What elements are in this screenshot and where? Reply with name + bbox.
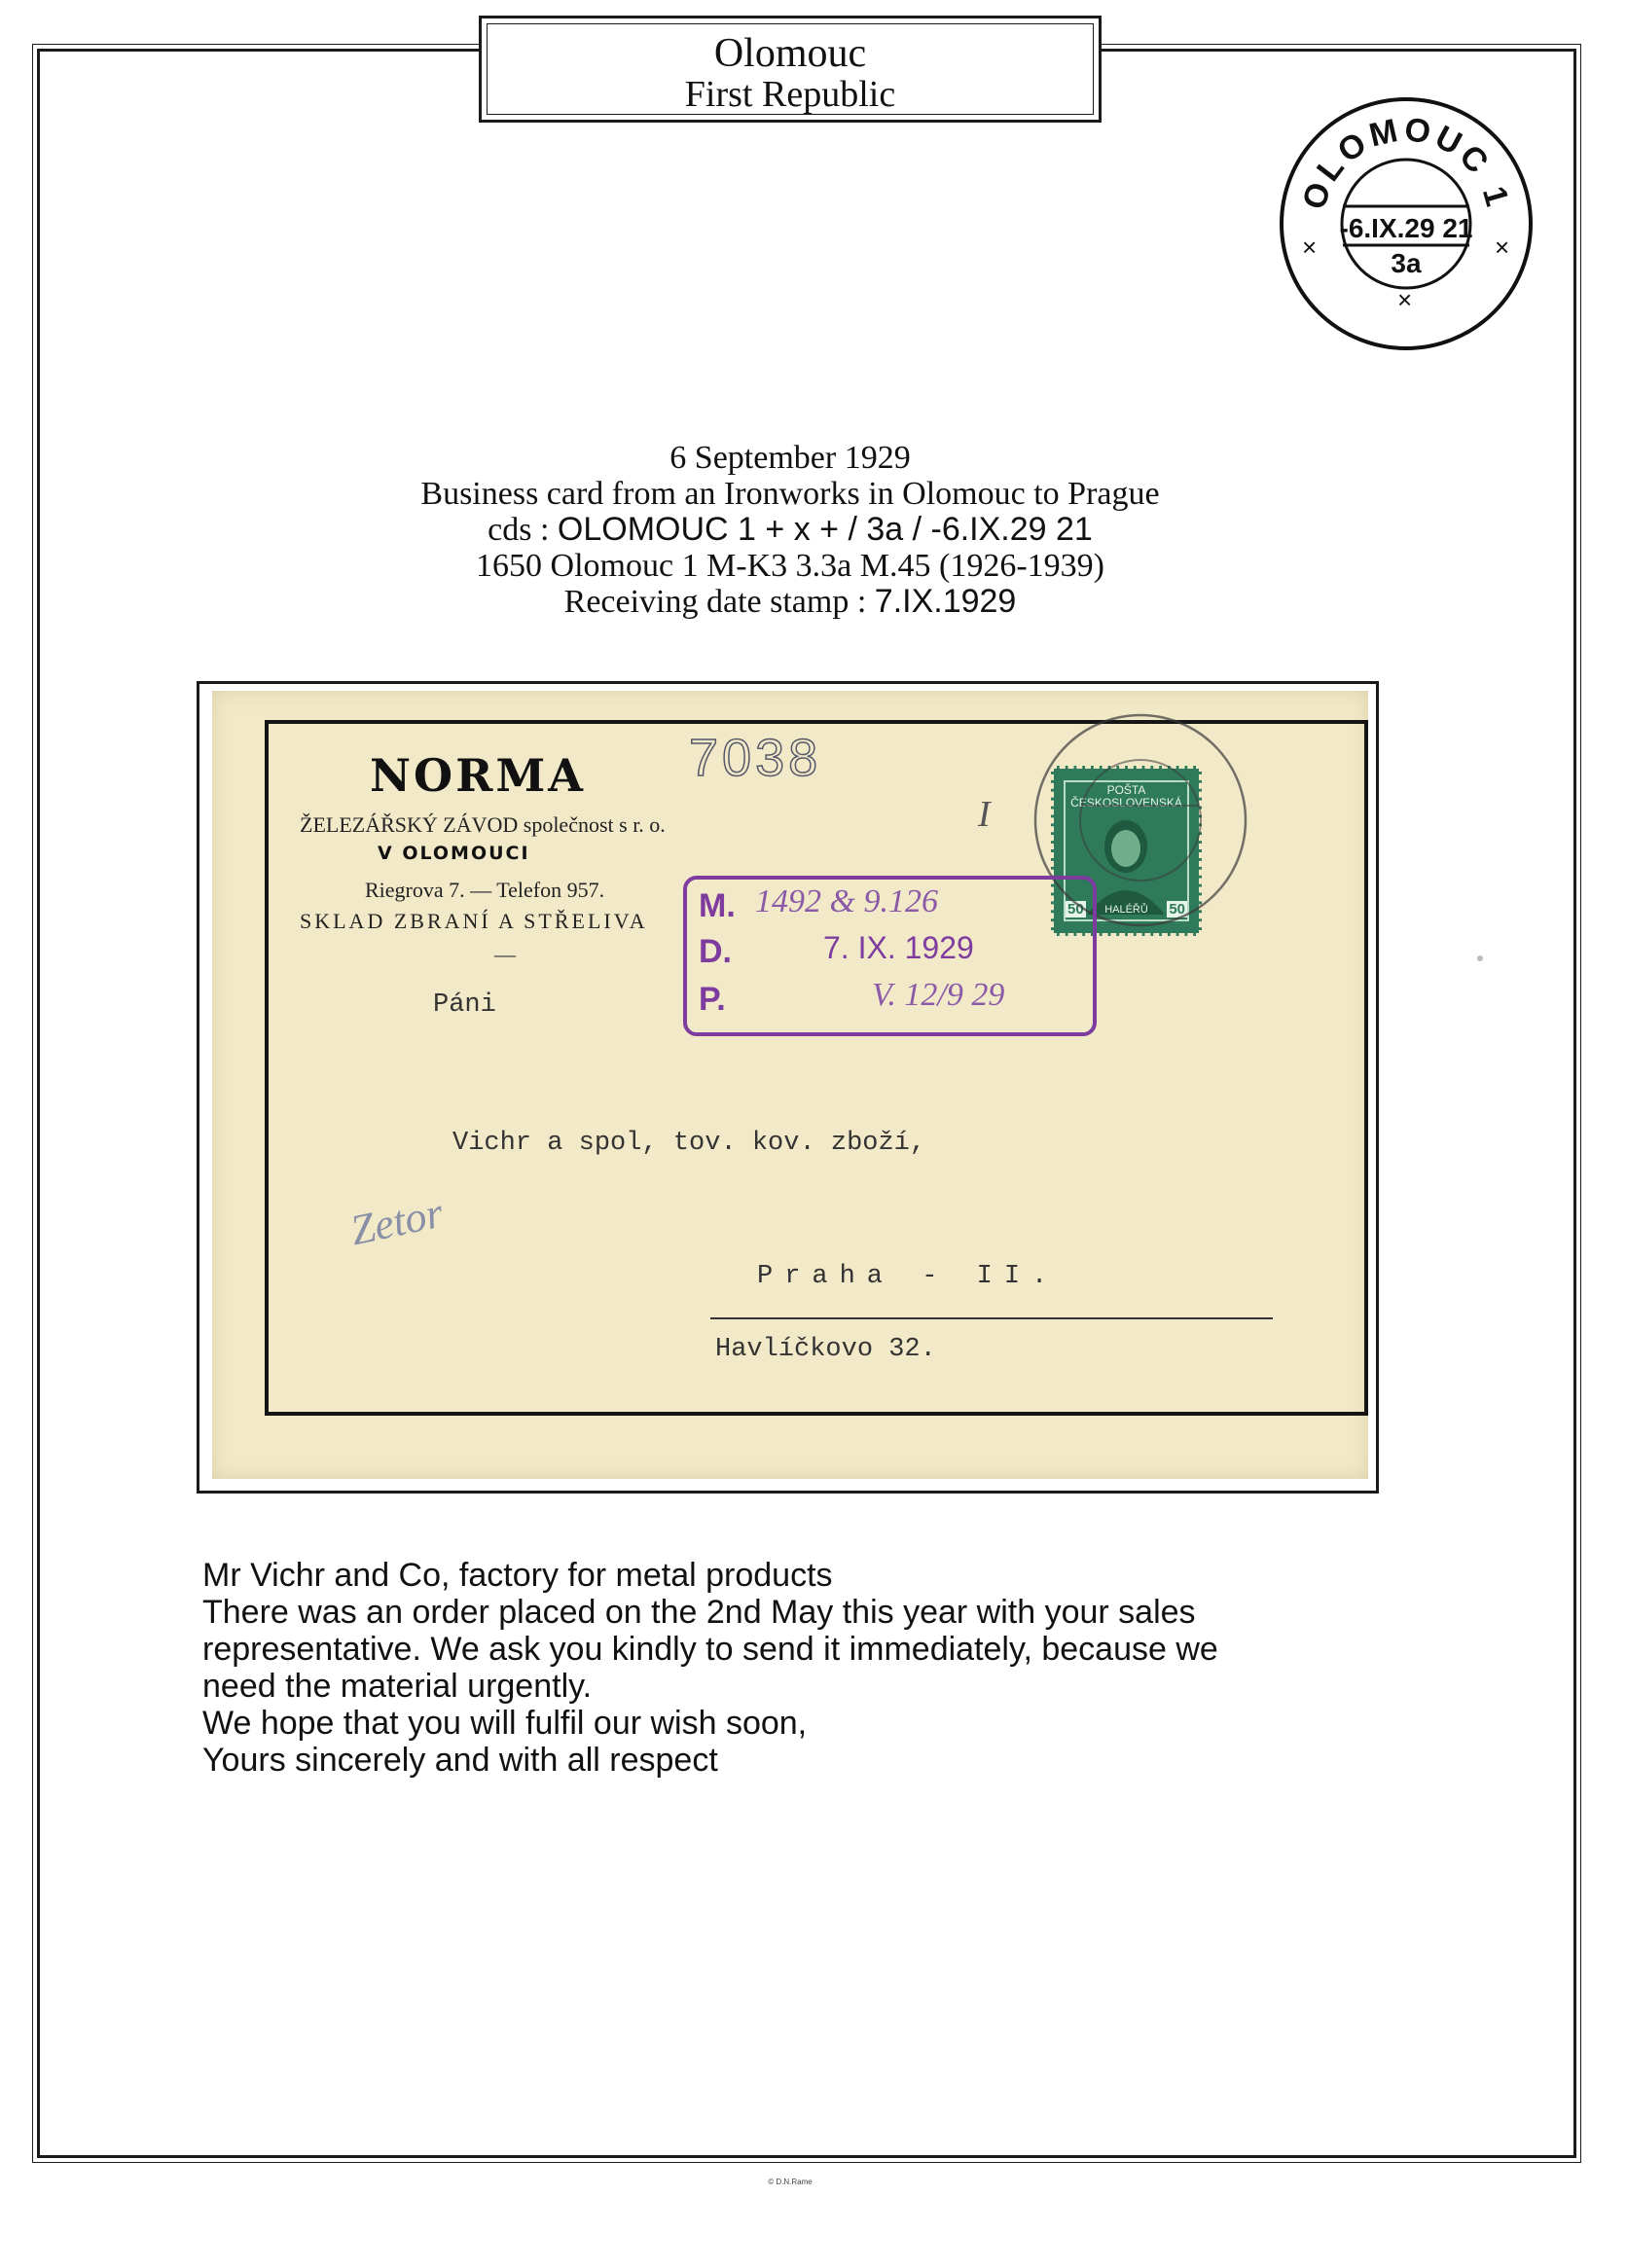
translation-line-6: Yours sincerely and with all respect (202, 1742, 718, 1779)
firm-name: NORMA (370, 749, 586, 802)
firm-line-3: Riegrova 7. — Telefon 957. (365, 878, 605, 902)
firm-line-1: ŽELEZÁŘSKÝ ZÁVOD společnost s r. o. (300, 812, 666, 837)
stamp-value-left: 50 (1067, 901, 1084, 918)
page-title: Olomouc (713, 31, 867, 76)
receipt-m-value: 1492 & 9.126 (755, 883, 938, 919)
stamp-currency: HALÉŘŮ (1104, 904, 1148, 916)
translation-line-5: We hope that you will fulfil our wish soon, (202, 1705, 808, 1742)
addressee-line-1: Vichr a spol, tov. kov. zboží, (452, 1129, 926, 1158)
receiving-value: 7.IX.1929 (874, 583, 1017, 620)
addressee-line-3: Havlíčkovo 32. (715, 1335, 936, 1364)
firm-line-2: V OLOMOUCI (378, 843, 530, 864)
item-description (0, 440, 1580, 620)
title-box (479, 16, 1102, 123)
handwritten-note: Zetor (345, 1188, 448, 1255)
description-summary: Business card from an Ironworks in Olomouc to Prague (420, 476, 1160, 512)
translation-line-2: There was an order placed on the 2nd May this year with your sales (202, 1594, 1196, 1631)
page-subtitle: First Republic (684, 74, 896, 115)
receipt-label-m: M. (699, 887, 736, 924)
cds-cross-right: × (1495, 233, 1510, 262)
receiving-prefix: Receiving date stamp : (563, 584, 875, 620)
receipt-d-value: 7. IX. 1929 (823, 930, 974, 965)
cds-cross-bottom: × (1397, 285, 1413, 314)
cds-postmark-drawing (1275, 92, 1537, 355)
translation-text (202, 1557, 1428, 1779)
translation-line-3: representative. We ask you kindly to send it immediately, because we (202, 1631, 1218, 1668)
receipt-p-value: V. 12/9 29 (872, 977, 1005, 1013)
roman-mark: I (978, 794, 991, 835)
cds-date-text: -6.IX.29 21 (1339, 213, 1473, 243)
stamp-country: POŠTA ČESKOSLOVENSKÁ (1070, 783, 1182, 810)
receiving-stamp (683, 876, 1097, 1036)
description-receiving (0, 584, 1580, 620)
translation-line-1: Mr Vichr and Co, factory for metal products (202, 1557, 833, 1594)
address-underline (710, 1317, 1273, 1319)
cds-cross-left: × (1302, 233, 1318, 262)
description-catalogue: 1650 Olomouc 1 M-K3 3.3a M.45 (1926-1939) (476, 548, 1104, 584)
stamp-value-right: 50 (1169, 901, 1185, 918)
cds-value: OLOMOUC 1 + x + / 3a / -6.IX.29 21 (557, 511, 1093, 548)
addressee-line-2: Praha - II. (757, 1262, 1060, 1291)
firm-line-4: SKLAD ZBRANÍ A STŘELIVA (300, 909, 648, 933)
cds-prefix: cds : (488, 512, 558, 548)
paper-speck (1477, 955, 1483, 961)
serial-number-stamp: 7038 (689, 729, 822, 787)
receipt-label-d: D. (699, 933, 732, 970)
cds-code-text: 3a (1391, 248, 1422, 278)
description-cds (0, 512, 1580, 548)
description-date: 6 September 1929 (669, 440, 911, 476)
firm-dash: — (494, 942, 516, 966)
receipt-label-p: P. (699, 981, 726, 1018)
copyright-note: © D.N.Rame (768, 2178, 813, 2186)
cds-town-text: OLOMOUC 1 (1295, 111, 1517, 214)
translation-line-4: need the material urgently. (202, 1668, 593, 1705)
salutation: Páni (433, 990, 496, 1020)
